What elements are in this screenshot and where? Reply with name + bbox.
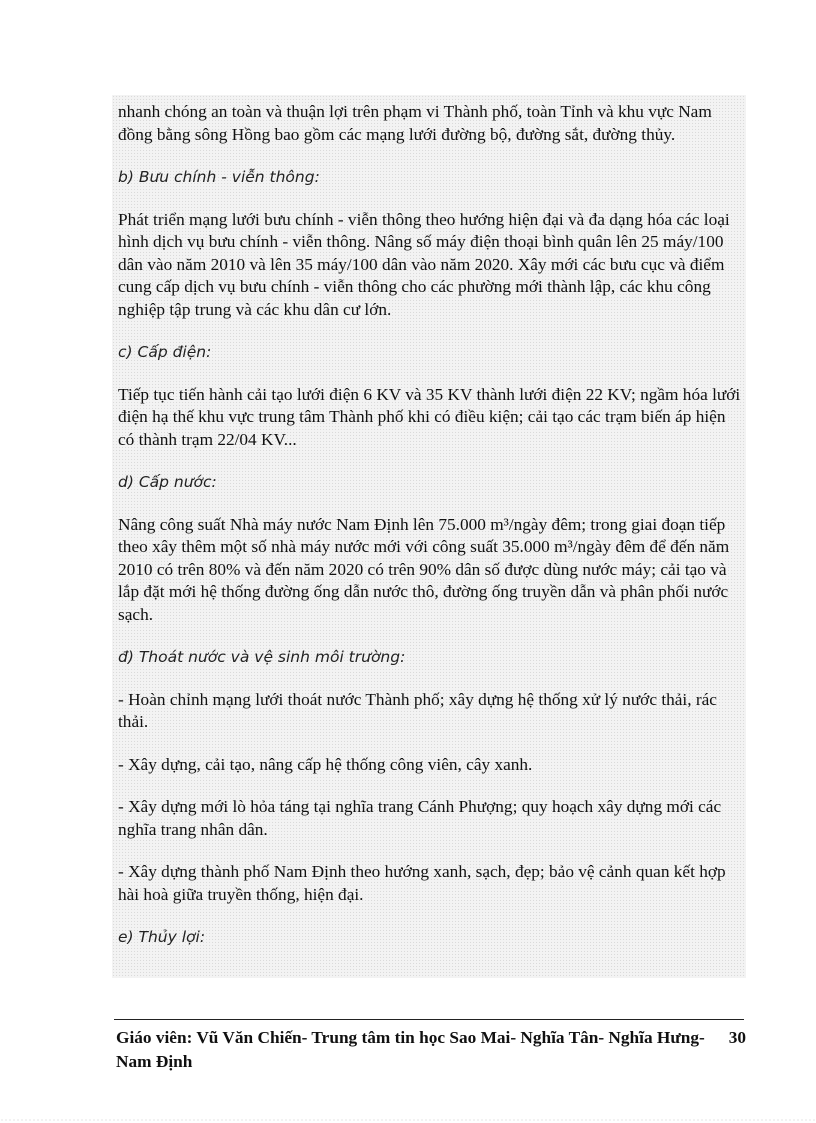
paragraph-thoat-nuoc-3: - Xây dựng mới lò hỏa táng tại nghĩa trang Cánh Phượng; quy hoạch xây dựng mới các nghĩa trang nhân dân. [118, 797, 722, 839]
heading-cap-dien: c) Cấp điện: [118, 343, 212, 361]
heading-thuy-loi: e) Thủy lợi: [118, 928, 206, 946]
paragraph-thoat-nuoc-1: - Hoàn chỉnh mạng lưới thoát nước Thành phố; xây dựng hệ thống xử lý nước thải, rác thải. [118, 689, 717, 731]
footer-divider [114, 1019, 744, 1020]
paragraph-cap-dien: Tiếp tục tiến hành cải tạo lưới điện 6 KV và 35 KV thành lưới điện 22 KV; ngầm hóa lưới điện hạ thế khu vực trung tâm Thành phố khi có điều kiện; cải tạo các trạm biến áp hiện có thành trạm 22/04 KV... [118, 384, 741, 449]
paragraph-thoat-nuoc-4: - Xây dựng thành phố Nam Định theo hướng xanh, sạch, đẹp; bảo vệ cảnh quan kết hợp hài hoà giữa truyền thống, hiện đại. [118, 862, 726, 904]
heading-cap-nuoc: d) Cấp nước: [118, 473, 217, 491]
heading-thoat-nuoc: đ) Thoát nước và vệ sinh môi trường: [118, 648, 406, 666]
page-number: 30 [728, 1028, 746, 1047]
paragraph-buu-chinh: Phát triển mạng lưới bưu chính - viễn thông theo hướng hiện đại và đa dạng hóa các loại hình dịch vụ bưu chính - viễn thông. Nâng số máy điện thoại bình quân lên 25 máy/100 dân vào năm 2010 và lên 35 máy/100 dân vào năm 2020. Xây mới các bưu cục và điểm cung cấp dịch vụ bưu chính - viễn thông cho các phường mới thành lập, các khu công nghiệp tập trung và các khu dân cư lớn. [118, 209, 730, 319]
paragraph-cap-nuoc: Nâng công suất Nhà máy nước Nam Định lên 75.000 m³/ngày đêm; trong giai đoạn tiếp theo xây thêm một số nhà máy nước mới với công suất 35.000 m³/ngày đêm để đến năm 2010 có trên 80% và đến năm 2020 có trên 90% dân số được dùng nước máy; cải tạo và lắp đặt mới hệ thống đường ống dẫn nước thô, đường ống truyền dẫn và phân phối nước sạch. [118, 514, 730, 624]
footer-text: Giáo viên: Vũ Văn Chiến- Trung tâm tin học Sao Mai- Nghĩa Tân- Nghĩa Hưng- Nam Định [116, 1028, 705, 1071]
paragraph-intro: nhanh chóng an toàn và thuận lợi trên phạm vi Thành phố, toàn Tỉnh và khu vực Nam đồng bằng sông Hồng bao gồm các mạng lưới đường bộ, đường sắt, đường thủy. [118, 102, 712, 144]
paragraph-thoat-nuoc-2: - Xây dựng, cải tạo, nâng cấp hệ thống công viên, cây xanh. [118, 754, 533, 774]
body-text [118, 101, 742, 969]
page-footer [116, 1026, 746, 1074]
bottom-dotted-border [0, 1119, 816, 1121]
heading-buu-chinh: b) Bưu chính - viễn thông: [118, 168, 320, 186]
